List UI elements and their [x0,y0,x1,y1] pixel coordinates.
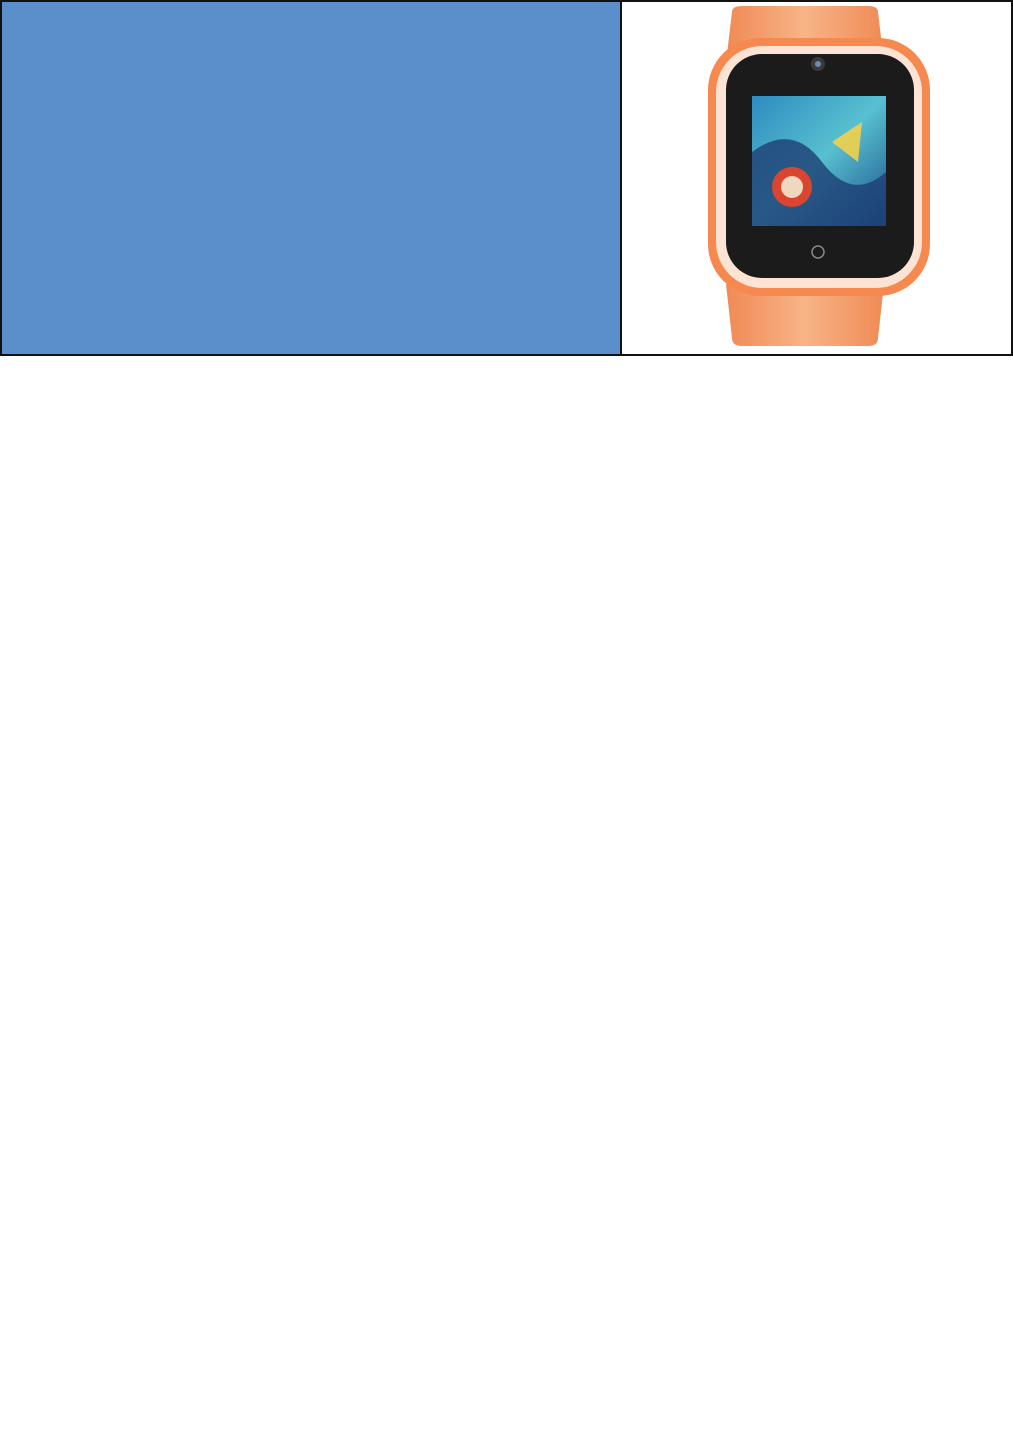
smartwatch-image [622,2,1011,356]
product-image-cell [622,0,1013,356]
title-block [0,0,622,356]
